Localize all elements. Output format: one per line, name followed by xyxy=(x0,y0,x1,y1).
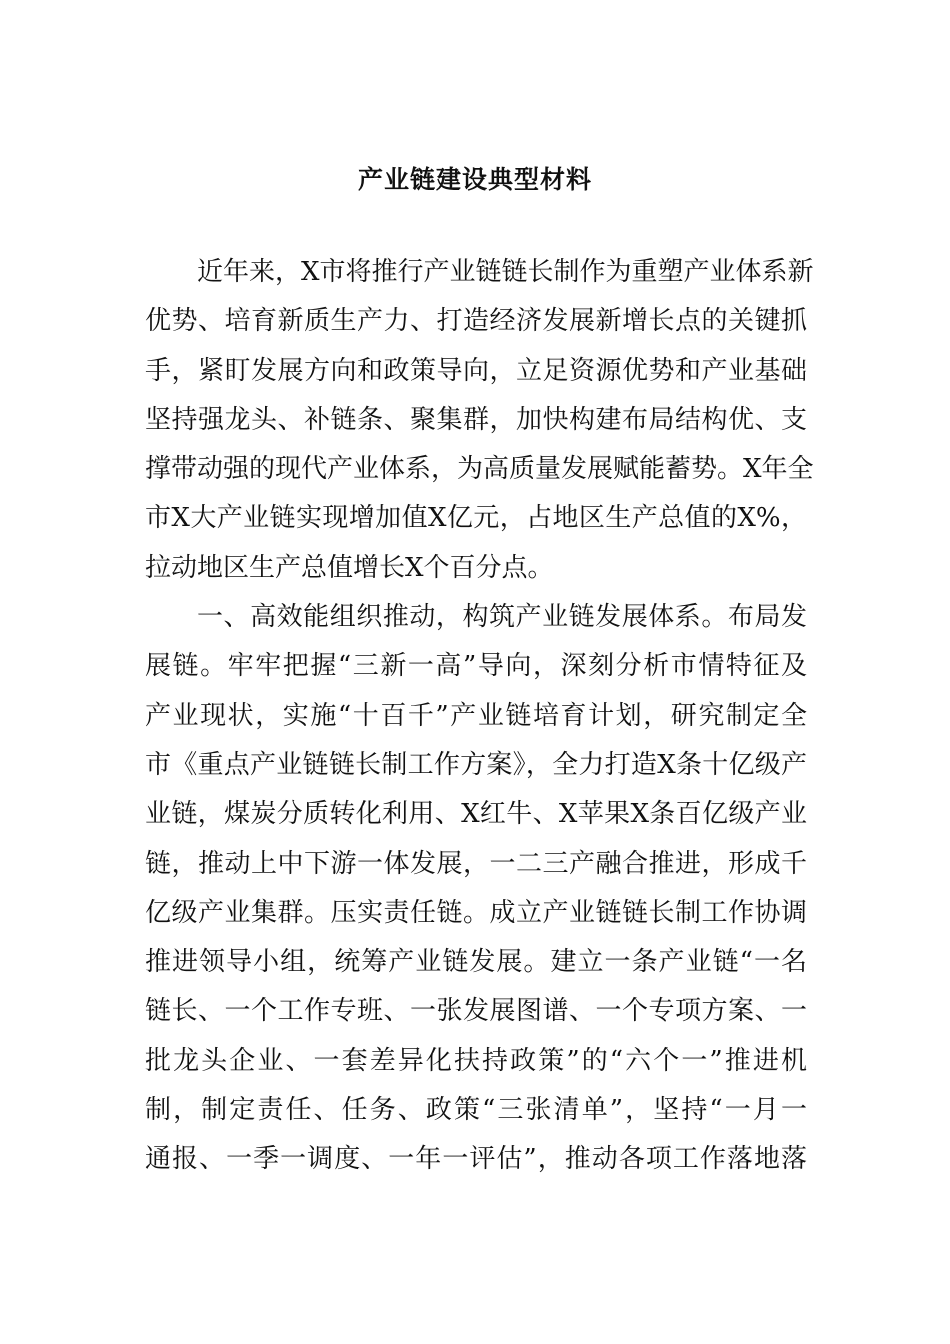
paragraph-line: 手，紧盯发展方向和政策导向，立足资源优势和产业基础 xyxy=(145,355,807,386)
paragraph-line: 链，推动上中下游一体发展，一二三产融合推进，形成千 xyxy=(145,848,807,879)
paragraph-line: 优势、培育新质生产力、打造经济发展新增长点的关键抓 xyxy=(145,306,807,337)
paragraph-line: 产业现状，实施“十百千”产业链培育计划，研究制定全 xyxy=(145,700,807,731)
paragraph-line: 制，制定责任、任务、政策“三张清单”，坚持“一月一 xyxy=(145,1095,807,1126)
paragraph-line: 坚持强龙头、补链条、聚集群，加快构建布局结构优、支 xyxy=(145,404,807,435)
paragraph-line: 亿级产业集群。压实责任链。成立产业链链长制工作协调 xyxy=(145,897,807,928)
document-body xyxy=(145,248,814,1185)
paragraph-line: 拉动地区生产总值增长X个百分点。 xyxy=(145,552,554,583)
paragraph-line: 市X大产业链实现增加值X亿元，占地区生产总值的X%， xyxy=(145,503,807,534)
paragraph-line: 批龙头企业、一套差异化扶持政策”的“六个一”推进机 xyxy=(145,1045,807,1076)
paragraph-line: 业链，煤炭分质转化利用、X红牛、X苹果X条百亿级产业 xyxy=(145,799,807,830)
paragraph-line: 近年来，X市将推行产业链链长制作为重塑产业体系新 xyxy=(197,257,814,287)
paragraph-line: 市《重点产业链链长制工作方案》，全力打造X条十亿级产 xyxy=(145,749,807,780)
paragraph-line: 链长、一个工作专班、一张发展图谱、一个专项方案、一 xyxy=(145,996,807,1027)
paragraph-line: 撑带动强的现代产业体系，为高质量发展赋能蓄势。X年全 xyxy=(145,454,814,485)
document-title: 产业链建设典型材料 xyxy=(357,165,592,194)
paragraph-line: 通报、一季一调度、一年一评估”，推动各项工作落地落 xyxy=(145,1144,807,1175)
paragraph-line: 一、高效能组织推动，构筑产业链发展体系。布局发 xyxy=(197,602,807,633)
paragraph-line: 推进领导小组，统筹产业链发展。建立一条产业链“一名 xyxy=(145,947,807,978)
paragraph-line: 展链。牢牢把握“三新一高”导向，深刻分析市情特征及 xyxy=(145,651,807,682)
